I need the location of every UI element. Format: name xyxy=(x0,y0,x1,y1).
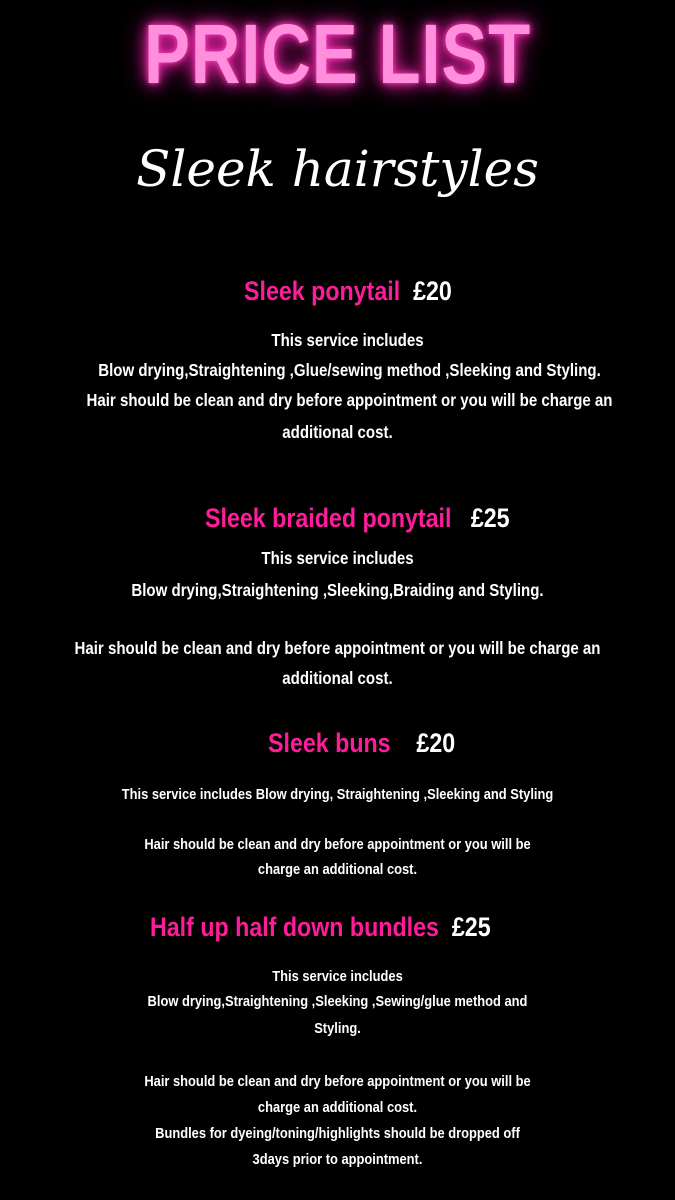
page-title: PRICE LIST xyxy=(143,7,532,101)
service-price: £20 xyxy=(413,276,452,306)
service-price: £25 xyxy=(451,912,491,942)
page-subtitle: Sleek hairstyles xyxy=(136,140,539,198)
service-description-line: Blow drying,Straightening ,Sleeking,Braiding and Styling. xyxy=(131,580,544,600)
service-name: Sleek ponytail xyxy=(244,276,401,306)
service-description-line: Bundles for dyeing/toning/highlights should be dropped off xyxy=(155,1125,520,1142)
service-heading xyxy=(244,276,452,307)
service-description-line: Styling. xyxy=(314,1020,361,1037)
service-description-line: Hair should be clean and dry before appointment or you will be charge an xyxy=(86,390,613,410)
service-description-line: 3days prior to appointment. xyxy=(252,1151,423,1168)
service-price: £20 xyxy=(416,728,456,758)
service-heading xyxy=(150,912,491,943)
service-description-line: additional cost. xyxy=(282,422,393,442)
service-description-line: This service includes xyxy=(272,968,403,985)
service-description-line: This service includes xyxy=(261,548,414,568)
service-description-line: This service includes xyxy=(271,330,424,350)
service-name: Sleek buns xyxy=(268,728,391,758)
service-description-line: Hair should be clean and dry before appointment or you will be xyxy=(144,836,531,853)
service-description-line: Blow drying,Straightening ,Sleeking ,Sewing/glue method and xyxy=(147,993,528,1010)
service-name: Half up half down bundles xyxy=(150,912,439,942)
service-description-line: This service includes Blow drying, Straightening ,Sleeking and Styling xyxy=(121,786,554,803)
service-heading xyxy=(205,503,510,534)
service-description-line: Hair should be clean and dry before appointment or you will be charge an xyxy=(74,638,601,658)
service-description-line: Hair should be clean and dry before appointment or you will be xyxy=(144,1073,531,1090)
service-name: Sleek braided ponytail xyxy=(205,503,452,533)
service-description-line: charge an additional cost. xyxy=(257,861,418,878)
service-description-line: charge an additional cost. xyxy=(257,1099,418,1116)
service-description-line: additional cost. xyxy=(282,668,393,688)
service-price: £25 xyxy=(470,503,510,533)
service-description-line: Blow drying,Straightening ,Glue/sewing method ,Sleeking and Styling. xyxy=(98,360,601,380)
service-heading xyxy=(268,728,455,759)
